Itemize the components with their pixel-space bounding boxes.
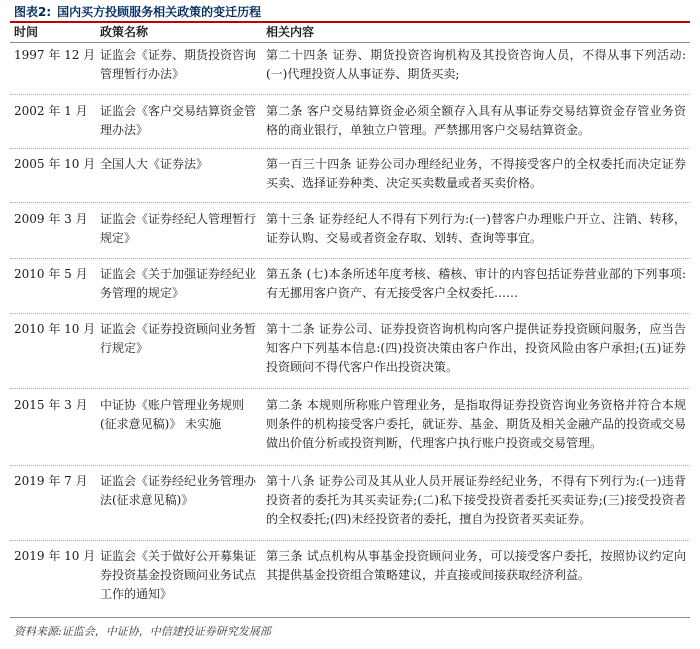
row-divider	[10, 202, 690, 203]
row-time: 2005 年 10 月	[14, 157, 96, 171]
row-policy: 证监会《证券、期货投资咨询管理暂行办法》	[100, 48, 257, 81]
row-content: 第三条 试点机构从事基金投资顾问业务，可以接受客户委托，按照协议约定向其提供基金投资组合策略建议，并直接或间接获取经济利益。	[266, 549, 686, 582]
row-divider	[10, 258, 690, 259]
row-policy: 全国人大《证券法》	[100, 157, 209, 171]
row-time: 2010 年 5 月	[14, 267, 88, 281]
row-divider	[10, 540, 690, 541]
row-time: 1997 年 12 月	[14, 48, 96, 62]
row-policy: 证监会《证券经纪业务管理办法(征求意见稿)》	[100, 474, 257, 507]
row-policy: 证监会《关于做好公开募集证券投资基金投资顾问业务试点工作的通知》	[100, 549, 257, 601]
row-time: 2002 年 1 月	[14, 104, 88, 118]
row-content: 第一百三十四条 证券公司办理经纪业务，不得接受客户的全权委托而决定证券买卖、选择证券种类、决定买卖数量或者买卖价格。	[266, 157, 686, 190]
row-time: 2009 年 3 月	[14, 212, 88, 226]
row-policy: 证监会《客户交易结算资金管理办法》	[100, 104, 257, 137]
row-content: 第二条 客户交易结算资金必须全额存入具有从事证券交易结算资金存管业务资格的商业银行，单独立户管理。严禁挪用客户交易结算资金。	[266, 104, 686, 137]
figure-title-text: 国内买方投顾服务相关政策的变迁历程	[57, 5, 262, 19]
row-content: 第五条 (七)本条所述年度考核、稽核、审计的内容包括证券营业部的下列事项:有无挪用客户资产、有无接受客户全权委托……	[266, 267, 686, 300]
table-bottom-rule	[10, 617, 690, 618]
row-policy: 证监会《证券投资顾问业务暂行规定》	[100, 322, 257, 355]
figure-title	[14, 3, 261, 21]
row-time: 2019 年 7 月	[14, 474, 88, 488]
row-content: 第二十四条 证券、期货投资咨询机构及其投资咨询人员，不得从事下列活动:(一)代理投资人从事证券、期货买卖;	[266, 48, 686, 81]
row-policy: 证监会《关于加强证券经纪业务管理的规定》	[100, 267, 257, 300]
row-content: 第二条 本规则所称账户管理业务，是指取得证券投资咨询业务资格并符合本规则条件的机构接受客户委托，就证券、基金、期货及相关金融产品的投资或交易做出价值分析或投资判断，代理客户执行账户投资或交易管理。	[266, 398, 687, 450]
row-content: 第十八条 证券公司及其从业人员开展证券经纪业务，不得有下列行为:(一)违背投资者的委托为其买卖证券;(二)私下接受投资者委托买卖证券;(三)接受投资者的全权委托;(四)未经投资者的委托，擅自为投资者买卖证券。	[266, 474, 686, 526]
header-content: 相关内容	[266, 25, 315, 39]
row-content: 第十二条 证券公司、证券投资咨询机构向客户提供证券投资顾问服务，应当告知客户下列基本信息:(四)投资决策由客户作出，投资风险由客户承担;(五)证券投资顾问不得代客户作出投资决策。	[266, 322, 686, 374]
row-divider	[10, 148, 690, 149]
row-divider	[10, 465, 690, 466]
row-policy: 中证协《账户管理业务规则(征求意见稿)》 未实施	[100, 398, 245, 431]
table-header	[10, 23, 690, 42]
row-divider	[10, 313, 690, 314]
row-divider	[10, 388, 690, 389]
row-time: 2010 年 10 月	[14, 322, 96, 336]
header-policy: 政策名称	[100, 25, 149, 39]
source-note: 资料来源:证监会，中证协，中信建投证券研究发展部	[14, 625, 271, 638]
row-policy: 证监会《证券经纪人管理暂行规定》	[100, 212, 257, 245]
row-time: 2019 年 10 月	[14, 549, 96, 563]
figure-number: 图表2:	[14, 5, 52, 19]
row-divider	[10, 94, 690, 95]
row-time: 2015 年 3 月	[14, 398, 88, 412]
table-header-rule	[10, 42, 690, 43]
row-content: 第十三条 证券经纪人不得有下列行为:(一)替客户办理账户开立、注销、转移，证券认购、交易或者资金存取、划转、查询等事宜。	[266, 212, 686, 245]
header-time: 时间	[14, 25, 39, 39]
